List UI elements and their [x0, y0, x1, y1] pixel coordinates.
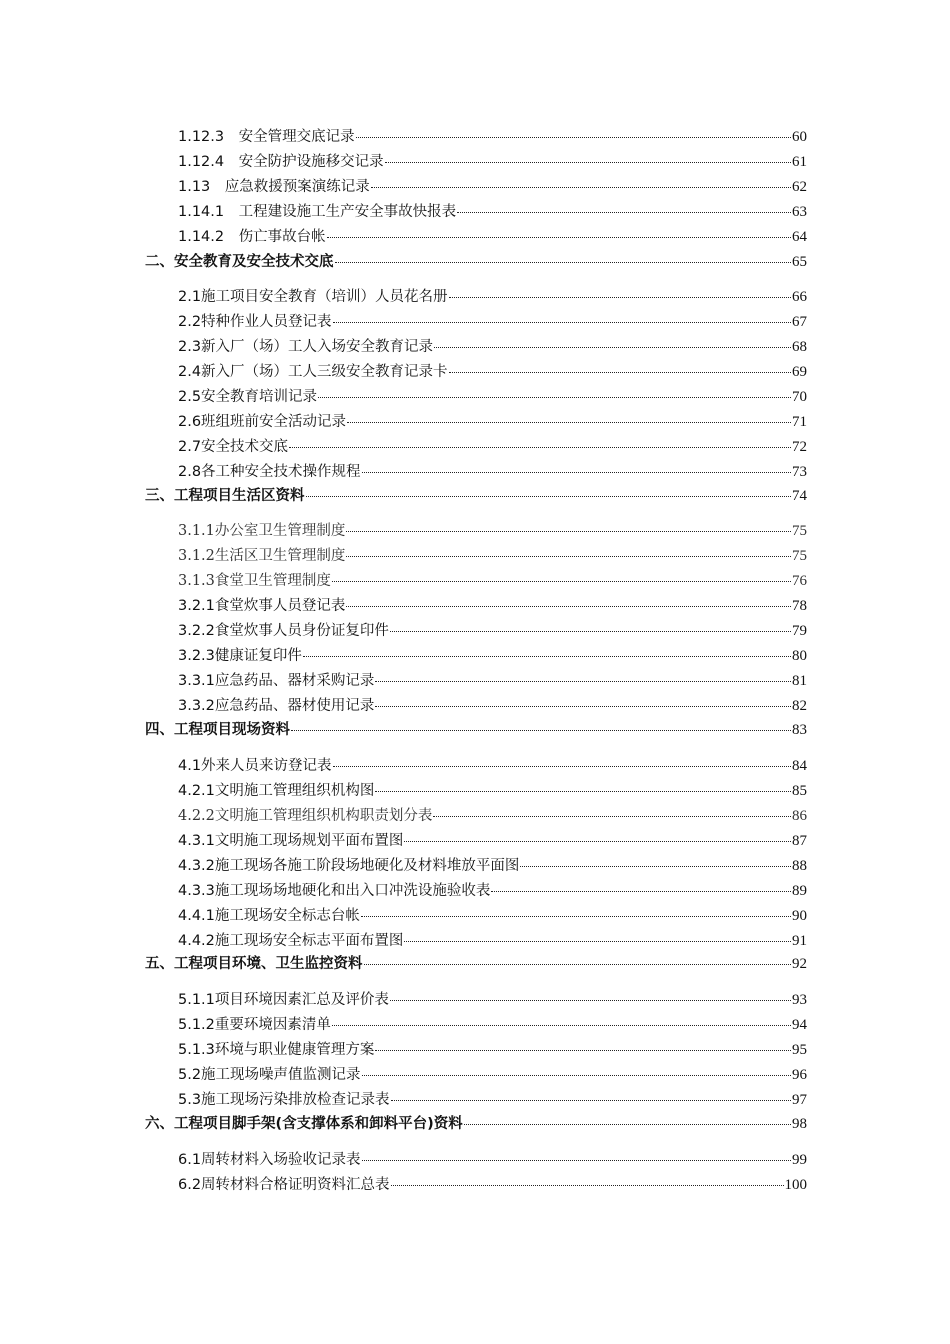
toc-entry-title: 6.1周转材料入场验收记录表	[178, 1152, 361, 1168]
dot-leader	[375, 680, 791, 682]
toc-entry[interactable]	[178, 989, 807, 1011]
dot-leader	[391, 1184, 784, 1186]
toc-section-heading[interactable]	[145, 251, 807, 273]
dot-leader	[332, 580, 791, 582]
toc-entry[interactable]	[178, 361, 807, 383]
toc-entry-title: 2.5安全教育培训记录	[178, 389, 318, 405]
toc-section-heading[interactable]	[145, 719, 807, 741]
toc-entry[interactable]	[178, 595, 807, 617]
toc-entry[interactable]	[178, 411, 807, 433]
toc-page-number: 60	[792, 129, 807, 145]
toc-page-number: 64	[792, 229, 807, 245]
dot-leader	[364, 963, 792, 965]
toc-page-number: 70	[792, 389, 807, 405]
dot-leader	[390, 630, 791, 632]
toc-entry[interactable]	[178, 670, 807, 692]
toc-page-number: 89	[792, 883, 807, 899]
toc-entry[interactable]	[178, 336, 807, 358]
dot-leader	[464, 1123, 791, 1125]
dot-leader	[520, 865, 791, 867]
toc-page-number: 75	[792, 548, 807, 564]
dot-leader	[347, 421, 791, 423]
toc-entry-title: 4.2.1文明施工管理组织机构图	[178, 783, 375, 799]
toc-page-number: 63	[792, 204, 807, 220]
dot-leader	[291, 729, 791, 731]
toc-entry-title: 3.2.1食堂炊事人员登记表	[178, 598, 346, 614]
dot-leader	[491, 890, 791, 892]
toc-entry-title: 5.1.3环境与职业健康管理方案	[178, 1042, 375, 1058]
toc-entry-title: 3.2.2食堂炊事人员身份证复印件	[178, 623, 389, 639]
dot-leader	[335, 261, 792, 263]
toc-entry-title: 4.3.3施工现场场地硬化和出入口冲洗设施验收表	[178, 883, 491, 899]
toc-page-number: 68	[792, 339, 807, 355]
dot-leader	[346, 605, 791, 607]
dot-leader	[333, 765, 791, 767]
dot-leader	[404, 840, 791, 842]
toc-page-number: 87	[792, 833, 807, 849]
dot-leader	[375, 1049, 791, 1051]
toc-page-number: 78	[792, 598, 807, 614]
toc-page-number: 79	[792, 623, 807, 639]
toc-entry[interactable]	[178, 1014, 807, 1036]
toc-entry-title: 2.7安全技术交底	[178, 439, 289, 455]
toc-entry-title: 4.1外来人员来访登记表	[178, 758, 332, 774]
toc-entry-title: 1.12.3 安全管理交底记录	[178, 129, 355, 145]
toc-entry-title: 2.1施工项目安全教育（培训）人员花名册	[178, 289, 448, 305]
dot-leader	[303, 655, 791, 657]
toc-page-number: 99	[792, 1152, 807, 1168]
toc-entry-title: 3.1.3食堂卫生管理制度	[178, 573, 331, 589]
toc-entry-title: 三、工程项目生活区资料	[145, 488, 305, 504]
toc-entry[interactable]	[178, 695, 807, 717]
toc-page-number: 71	[792, 414, 807, 430]
toc-entry-title: 4.4.2施工现场安全标志平面布置图	[178, 933, 404, 949]
toc-page-number: 100	[784, 1177, 807, 1193]
dot-leader	[362, 1074, 791, 1076]
toc-page-number: 81	[792, 673, 807, 689]
toc-entry[interactable]	[178, 1064, 807, 1086]
dot-leader	[356, 136, 791, 138]
toc-entry-title: 3.3.2应急药品、器材使用记录	[178, 698, 375, 714]
toc-entry[interactable]	[178, 386, 807, 408]
toc-entry[interactable]	[178, 645, 807, 667]
toc-section-heading[interactable]	[145, 1113, 807, 1135]
toc-entry-title: 3.1.1办公室卫生管理制度	[178, 523, 346, 539]
dot-leader	[361, 915, 791, 917]
toc-page-number: 95	[792, 1042, 807, 1058]
dot-leader	[433, 815, 791, 817]
toc-entry[interactable]	[178, 620, 807, 642]
toc-entry[interactable]	[178, 1039, 807, 1061]
toc-entry[interactable]	[178, 905, 807, 927]
dot-leader	[346, 530, 791, 532]
toc-entry[interactable]	[178, 805, 807, 827]
toc-entry-title: 六、工程项目脚手架(含支撑体系和卸料平台)资料	[145, 1116, 463, 1132]
toc-page-number: 98	[792, 1116, 807, 1132]
toc-page-number: 76	[792, 573, 807, 589]
toc-page-number: 72	[792, 439, 807, 455]
dot-leader	[434, 346, 791, 348]
toc-entry-title: 四、工程项目现场资料	[145, 722, 290, 738]
toc-entry-title: 1.14.1 工程建设施工生产安全事故快报表	[178, 204, 457, 220]
dot-leader	[346, 555, 791, 557]
toc-entry[interactable]	[178, 176, 807, 198]
toc-entry-title: 5.3施工现场污染排放检查记录表	[178, 1092, 390, 1108]
dot-leader	[371, 186, 791, 188]
toc-page-number: 83	[792, 722, 807, 738]
toc-page-number: 84	[792, 758, 807, 774]
toc-entry-title: 4.3.1文明施工现场规划平面布置图	[178, 833, 404, 849]
toc-entry[interactable]	[178, 545, 807, 567]
toc-page-number: 92	[792, 956, 807, 972]
dot-leader	[332, 1024, 791, 1026]
toc-entry[interactable]	[178, 286, 807, 308]
toc-entry[interactable]	[178, 126, 807, 148]
toc-entry[interactable]	[178, 570, 807, 592]
toc-entry[interactable]	[178, 755, 807, 777]
toc-entry[interactable]	[178, 780, 807, 802]
toc-entry-title: 1.13 应急救援预案演练记录	[178, 179, 370, 195]
toc-page-number: 85	[792, 783, 807, 799]
toc-entry[interactable]	[178, 226, 807, 248]
toc-entry-title: 1.12.4 安全防护设施移交记录	[178, 154, 384, 170]
toc-entry[interactable]	[178, 1089, 807, 1111]
toc-entry[interactable]	[178, 436, 807, 458]
toc-page-number: 82	[792, 698, 807, 714]
toc-page-number: 67	[792, 314, 807, 330]
dot-leader	[375, 705, 791, 707]
toc-entry[interactable]	[178, 461, 807, 483]
toc-entry-title: 3.2.3健康证复印件	[178, 648, 302, 664]
toc-page-number: 88	[792, 858, 807, 874]
toc-entry[interactable]	[178, 520, 807, 542]
dot-leader	[318, 396, 791, 398]
dot-leader	[449, 371, 791, 373]
toc-page-number: 74	[792, 488, 807, 504]
dot-leader	[289, 446, 791, 448]
toc-page-number: 94	[792, 1017, 807, 1033]
toc-entry-title: 5.2施工现场噪声值监测记录	[178, 1067, 361, 1083]
toc-page-number: 86	[792, 808, 807, 824]
toc-page-number: 69	[792, 364, 807, 380]
toc-entry[interactable]	[178, 830, 807, 852]
toc-entry[interactable]	[178, 311, 807, 333]
dot-leader	[457, 211, 791, 213]
toc-entry[interactable]	[178, 1149, 807, 1171]
toc-entry[interactable]	[178, 201, 807, 223]
toc-entry-title: 五、工程项目环境、卫生监控资料	[145, 956, 363, 972]
toc-page-number: 80	[792, 648, 807, 664]
toc-entry-title: 6.2周转材料合格证明资料汇总表	[178, 1177, 390, 1193]
toc-entry-title: 4.3.2施工现场各施工阶段场地硬化及材料堆放平面图	[178, 858, 520, 874]
toc-entry-title: 二、安全教育及安全技术交底	[145, 254, 334, 270]
toc-entry-title: 2.8各工种安全技术操作规程	[178, 464, 361, 480]
toc-page-number: 61	[792, 154, 807, 170]
toc-page-number: 62	[792, 179, 807, 195]
dot-leader	[404, 940, 791, 942]
dot-leader	[390, 999, 791, 1001]
dot-leader	[449, 296, 791, 298]
toc-entry[interactable]	[178, 880, 807, 902]
toc-page-number: 96	[792, 1067, 807, 1083]
toc-entry-title: 5.1.2重要环境因素清单	[178, 1017, 331, 1033]
toc-entry[interactable]	[178, 1174, 807, 1196]
toc-entry-title: 3.1.2生活区卫生管理制度	[178, 548, 346, 564]
toc-page-number: 75	[792, 523, 807, 539]
toc-entry-title: 3.3.1应急药品、器材采购记录	[178, 673, 375, 689]
toc-entry-title: 4.2.2文明施工管理组织机构职责划分表	[178, 808, 433, 824]
toc-page-number: 91	[792, 933, 807, 949]
dot-leader	[375, 790, 791, 792]
toc-entry[interactable]	[178, 151, 807, 173]
toc-entry[interactable]	[178, 930, 807, 952]
toc-entry-title: 2.2特种作业人员登记表	[178, 314, 332, 330]
toc-section-heading[interactable]	[145, 953, 807, 975]
toc-page-number: 90	[792, 908, 807, 924]
toc-entry[interactable]	[178, 855, 807, 877]
dot-leader	[306, 495, 792, 497]
toc-page-number: 66	[792, 289, 807, 305]
toc-page-number: 97	[792, 1092, 807, 1108]
toc-page-number: 65	[792, 254, 807, 270]
toc-section-heading[interactable]	[145, 485, 807, 507]
dot-leader	[391, 1099, 791, 1101]
dot-leader	[333, 321, 791, 323]
toc-entry-title: 4.4.1施工现场安全标志台帐	[178, 908, 360, 924]
dot-leader	[327, 236, 791, 238]
dot-leader	[362, 1159, 791, 1161]
toc-entry-title: 2.4新入厂（场）工人三级安全教育记录卡	[178, 364, 448, 380]
toc-entry-title: 2.6班组班前安全活动记录	[178, 414, 347, 430]
toc-entry-title: 1.14.2 伤亡事故台帐	[178, 229, 326, 245]
toc-page-number: 73	[792, 464, 807, 480]
dot-leader	[385, 161, 791, 163]
toc-entry-title: 2.3新入厂（场）工人入场安全教育记录	[178, 339, 434, 355]
toc-page-number: 93	[792, 992, 807, 1008]
dot-leader	[362, 471, 791, 473]
toc-entry-title: 5.1.1项目环境因素汇总及评价表	[178, 992, 389, 1008]
